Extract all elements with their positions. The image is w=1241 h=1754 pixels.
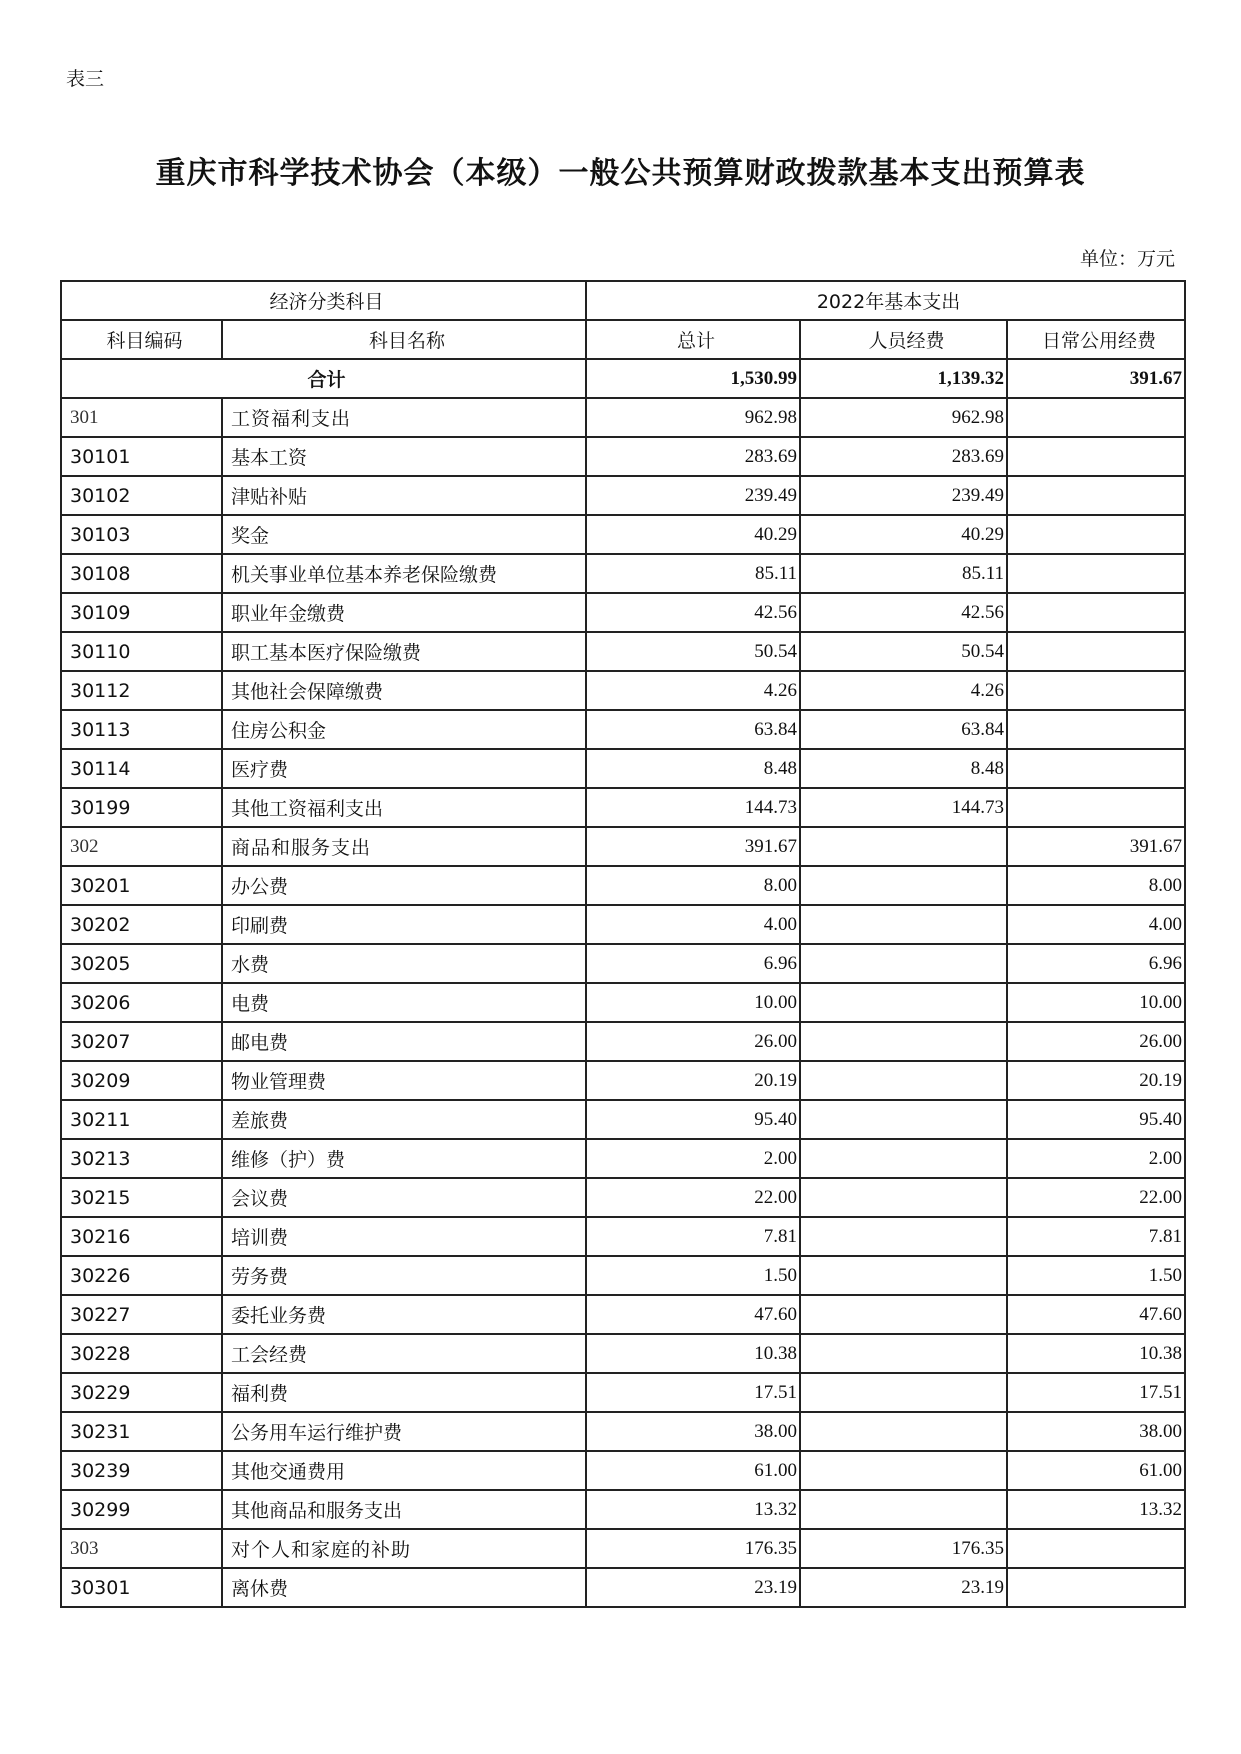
header-basic-expenditure-2022: 2022年基本支出 <box>586 281 1185 320</box>
table-row <box>61 593 1185 632</box>
row-code: 30226 <box>61 1256 222 1295</box>
table-row <box>61 476 1185 515</box>
row-code: 30231 <box>61 1412 222 1451</box>
row-name: 职业年金缴费 <box>222 593 586 632</box>
row-staff <box>800 1178 1007 1217</box>
row-public: 7.81 <box>1007 1217 1185 1256</box>
row-code: 30239 <box>61 1451 222 1490</box>
row-code: 30301 <box>61 1568 222 1607</box>
row-public: 1.50 <box>1007 1256 1185 1295</box>
row-code: 30229 <box>61 1373 222 1412</box>
row-code: 30228 <box>61 1334 222 1373</box>
row-name: 劳务费 <box>222 1256 586 1295</box>
row-total: 63.84 <box>586 710 800 749</box>
row-staff: 50.54 <box>800 632 1007 671</box>
row-staff <box>800 1100 1007 1139</box>
row-code: 30112 <box>61 671 222 710</box>
table-row <box>61 398 1185 437</box>
row-code: 303 <box>61 1529 222 1568</box>
table-row <box>61 1373 1185 1412</box>
row-total: 144.73 <box>586 788 800 827</box>
row-staff: 176.35 <box>800 1529 1007 1568</box>
row-name: 工会经费 <box>222 1334 586 1373</box>
row-public: 13.32 <box>1007 1490 1185 1529</box>
row-staff: 144.73 <box>800 788 1007 827</box>
row-public: 22.00 <box>1007 1178 1185 1217</box>
row-name: 水费 <box>222 944 586 983</box>
row-public <box>1007 710 1185 749</box>
row-name: 其他社会保障缴费 <box>222 671 586 710</box>
row-public <box>1007 632 1185 671</box>
row-public <box>1007 671 1185 710</box>
table-row <box>61 1529 1185 1568</box>
row-staff <box>800 1412 1007 1451</box>
summary-row <box>61 359 1185 398</box>
row-total: 50.54 <box>586 632 800 671</box>
row-code: 30207 <box>61 1022 222 1061</box>
table-number: 表三 <box>66 68 105 90</box>
row-code: 30108 <box>61 554 222 593</box>
header-row-columns <box>61 320 1185 359</box>
row-total: 47.60 <box>586 1295 800 1334</box>
row-code: 30102 <box>61 476 222 515</box>
row-code: 30209 <box>61 1061 222 1100</box>
row-total: 61.00 <box>586 1451 800 1490</box>
row-code: 30109 <box>61 593 222 632</box>
row-name: 差旅费 <box>222 1100 586 1139</box>
row-code: 30211 <box>61 1100 222 1139</box>
row-total: 239.49 <box>586 476 800 515</box>
table-row <box>61 1139 1185 1178</box>
row-name: 机关事业单位基本养老保险缴费 <box>222 554 586 593</box>
row-staff: 63.84 <box>800 710 1007 749</box>
row-public: 61.00 <box>1007 1451 1185 1490</box>
table-row <box>61 944 1185 983</box>
row-public: 10.38 <box>1007 1334 1185 1373</box>
header-staff-expense: 人员经费 <box>800 320 1007 359</box>
row-code: 30213 <box>61 1139 222 1178</box>
row-name: 电费 <box>222 983 586 1022</box>
row-staff <box>800 827 1007 866</box>
row-staff: 42.56 <box>800 593 1007 632</box>
page-title: 重庆市科学技术协会（本级）一般公共预算财政拨款基本支出预算表 <box>155 156 1086 191</box>
row-public <box>1007 593 1185 632</box>
summary-label: 合计 <box>61 359 586 398</box>
row-staff: 239.49 <box>800 476 1007 515</box>
row-total: 38.00 <box>586 1412 800 1451</box>
row-staff <box>800 1217 1007 1256</box>
row-total: 22.00 <box>586 1178 800 1217</box>
table-row <box>61 632 1185 671</box>
table-row <box>61 554 1185 593</box>
row-name: 公务用车运行维护费 <box>222 1412 586 1451</box>
row-staff: 8.48 <box>800 749 1007 788</box>
row-public: 20.19 <box>1007 1061 1185 1100</box>
row-name: 工资福利支出 <box>222 398 586 437</box>
row-staff <box>800 1022 1007 1061</box>
table-row <box>61 1490 1185 1529</box>
row-name: 职工基本医疗保险缴费 <box>222 632 586 671</box>
row-public: 95.40 <box>1007 1100 1185 1139</box>
row-name: 委托业务费 <box>222 1295 586 1334</box>
row-name: 医疗费 <box>222 749 586 788</box>
row-name: 其他工资福利支出 <box>222 788 586 827</box>
row-staff <box>800 944 1007 983</box>
row-total: 17.51 <box>586 1373 800 1412</box>
row-public <box>1007 437 1185 476</box>
row-staff <box>800 983 1007 1022</box>
row-code: 30113 <box>61 710 222 749</box>
row-public <box>1007 1529 1185 1568</box>
row-name: 福利费 <box>222 1373 586 1412</box>
row-name: 住房公积金 <box>222 710 586 749</box>
row-total: 6.96 <box>586 944 800 983</box>
row-name: 基本工资 <box>222 437 586 476</box>
row-staff <box>800 905 1007 944</box>
table-row <box>61 1178 1185 1217</box>
row-total: 13.32 <box>586 1490 800 1529</box>
row-public <box>1007 476 1185 515</box>
table-row <box>61 1412 1185 1451</box>
row-total: 85.11 <box>586 554 800 593</box>
header-row-group <box>61 281 1185 320</box>
row-name: 奖金 <box>222 515 586 554</box>
row-staff: 40.29 <box>800 515 1007 554</box>
row-total: 20.19 <box>586 1061 800 1100</box>
row-code: 30199 <box>61 788 222 827</box>
row-staff <box>800 1334 1007 1373</box>
row-staff <box>800 1373 1007 1412</box>
header-name: 科目名称 <box>222 320 586 359</box>
table-row <box>61 866 1185 905</box>
row-name: 物业管理费 <box>222 1061 586 1100</box>
row-code: 30206 <box>61 983 222 1022</box>
row-public: 47.60 <box>1007 1295 1185 1334</box>
row-code: 30227 <box>61 1295 222 1334</box>
row-total: 283.69 <box>586 437 800 476</box>
row-public <box>1007 749 1185 788</box>
table-row <box>61 827 1185 866</box>
table-row <box>61 1022 1185 1061</box>
row-name: 办公费 <box>222 866 586 905</box>
row-public: 38.00 <box>1007 1412 1185 1451</box>
row-code: 30103 <box>61 515 222 554</box>
row-total: 4.26 <box>586 671 800 710</box>
table-row <box>61 1334 1185 1373</box>
row-public: 26.00 <box>1007 1022 1185 1061</box>
table-row <box>61 1061 1185 1100</box>
row-public <box>1007 515 1185 554</box>
row-public: 6.96 <box>1007 944 1185 983</box>
row-staff: 283.69 <box>800 437 1007 476</box>
row-code: 302 <box>61 827 222 866</box>
row-public: 17.51 <box>1007 1373 1185 1412</box>
row-total: 2.00 <box>586 1139 800 1178</box>
row-staff <box>800 1139 1007 1178</box>
row-staff <box>800 1061 1007 1100</box>
row-staff: 85.11 <box>800 554 1007 593</box>
row-code: 30215 <box>61 1178 222 1217</box>
row-staff <box>800 1295 1007 1334</box>
table-row <box>61 788 1185 827</box>
table-row <box>61 1217 1185 1256</box>
row-code: 30299 <box>61 1490 222 1529</box>
row-total: 95.40 <box>586 1100 800 1139</box>
row-total: 7.81 <box>586 1217 800 1256</box>
unit-label: 单位：万元 <box>1079 248 1175 270</box>
table-row <box>61 1256 1185 1295</box>
row-code: 30114 <box>61 749 222 788</box>
row-public: 4.00 <box>1007 905 1185 944</box>
row-total: 23.19 <box>586 1568 800 1607</box>
row-total: 42.56 <box>586 593 800 632</box>
row-name: 其他交通费用 <box>222 1451 586 1490</box>
table-row <box>61 749 1185 788</box>
row-staff: 4.26 <box>800 671 1007 710</box>
row-code: 30101 <box>61 437 222 476</box>
row-staff <box>800 1451 1007 1490</box>
row-name: 离休费 <box>222 1568 586 1607</box>
summary-public: 391.67 <box>1007 359 1185 398</box>
summary-staff: 1,139.32 <box>800 359 1007 398</box>
row-name: 印刷费 <box>222 905 586 944</box>
row-total: 26.00 <box>586 1022 800 1061</box>
table-row <box>61 1451 1185 1490</box>
row-staff <box>800 1490 1007 1529</box>
summary-total: 1,530.99 <box>586 359 800 398</box>
row-public <box>1007 554 1185 593</box>
row-name: 邮电费 <box>222 1022 586 1061</box>
table-row <box>61 1568 1185 1607</box>
row-total: 10.38 <box>586 1334 800 1373</box>
row-name: 维修（护）费 <box>222 1139 586 1178</box>
row-staff <box>800 866 1007 905</box>
row-public: 8.00 <box>1007 866 1185 905</box>
row-public <box>1007 788 1185 827</box>
table-row <box>61 515 1185 554</box>
table-row <box>61 671 1185 710</box>
table-row <box>61 905 1185 944</box>
header-public-expense: 日常公用经费 <box>1007 320 1185 359</box>
row-total: 391.67 <box>586 827 800 866</box>
row-code: 30201 <box>61 866 222 905</box>
row-name: 津贴补贴 <box>222 476 586 515</box>
row-code: 30205 <box>61 944 222 983</box>
budget-table <box>60 280 1186 1608</box>
row-public: 10.00 <box>1007 983 1185 1022</box>
row-code: 30202 <box>61 905 222 944</box>
row-name: 其他商品和服务支出 <box>222 1490 586 1529</box>
row-total: 40.29 <box>586 515 800 554</box>
row-code: 30110 <box>61 632 222 671</box>
row-name: 商品和服务支出 <box>222 827 586 866</box>
row-total: 10.00 <box>586 983 800 1022</box>
row-total: 962.98 <box>586 398 800 437</box>
header-total: 总计 <box>586 320 800 359</box>
row-total: 8.00 <box>586 866 800 905</box>
table-row <box>61 710 1185 749</box>
row-name: 培训费 <box>222 1217 586 1256</box>
row-total: 176.35 <box>586 1529 800 1568</box>
row-name: 会议费 <box>222 1178 586 1217</box>
table-row <box>61 1295 1185 1334</box>
row-public: 391.67 <box>1007 827 1185 866</box>
header-code: 科目编码 <box>61 320 222 359</box>
header-economic-classification: 经济分类科目 <box>61 281 586 320</box>
table-row <box>61 437 1185 476</box>
row-staff <box>800 1256 1007 1295</box>
row-public: 2.00 <box>1007 1139 1185 1178</box>
row-total: 8.48 <box>586 749 800 788</box>
row-total: 1.50 <box>586 1256 800 1295</box>
row-name: 对个人和家庭的补助 <box>222 1529 586 1568</box>
row-code: 30216 <box>61 1217 222 1256</box>
row-staff: 23.19 <box>800 1568 1007 1607</box>
table-row <box>61 983 1185 1022</box>
row-total: 4.00 <box>586 905 800 944</box>
row-public <box>1007 398 1185 437</box>
row-staff: 962.98 <box>800 398 1007 437</box>
row-code: 301 <box>61 398 222 437</box>
table-row <box>61 1100 1185 1139</box>
row-public <box>1007 1568 1185 1607</box>
